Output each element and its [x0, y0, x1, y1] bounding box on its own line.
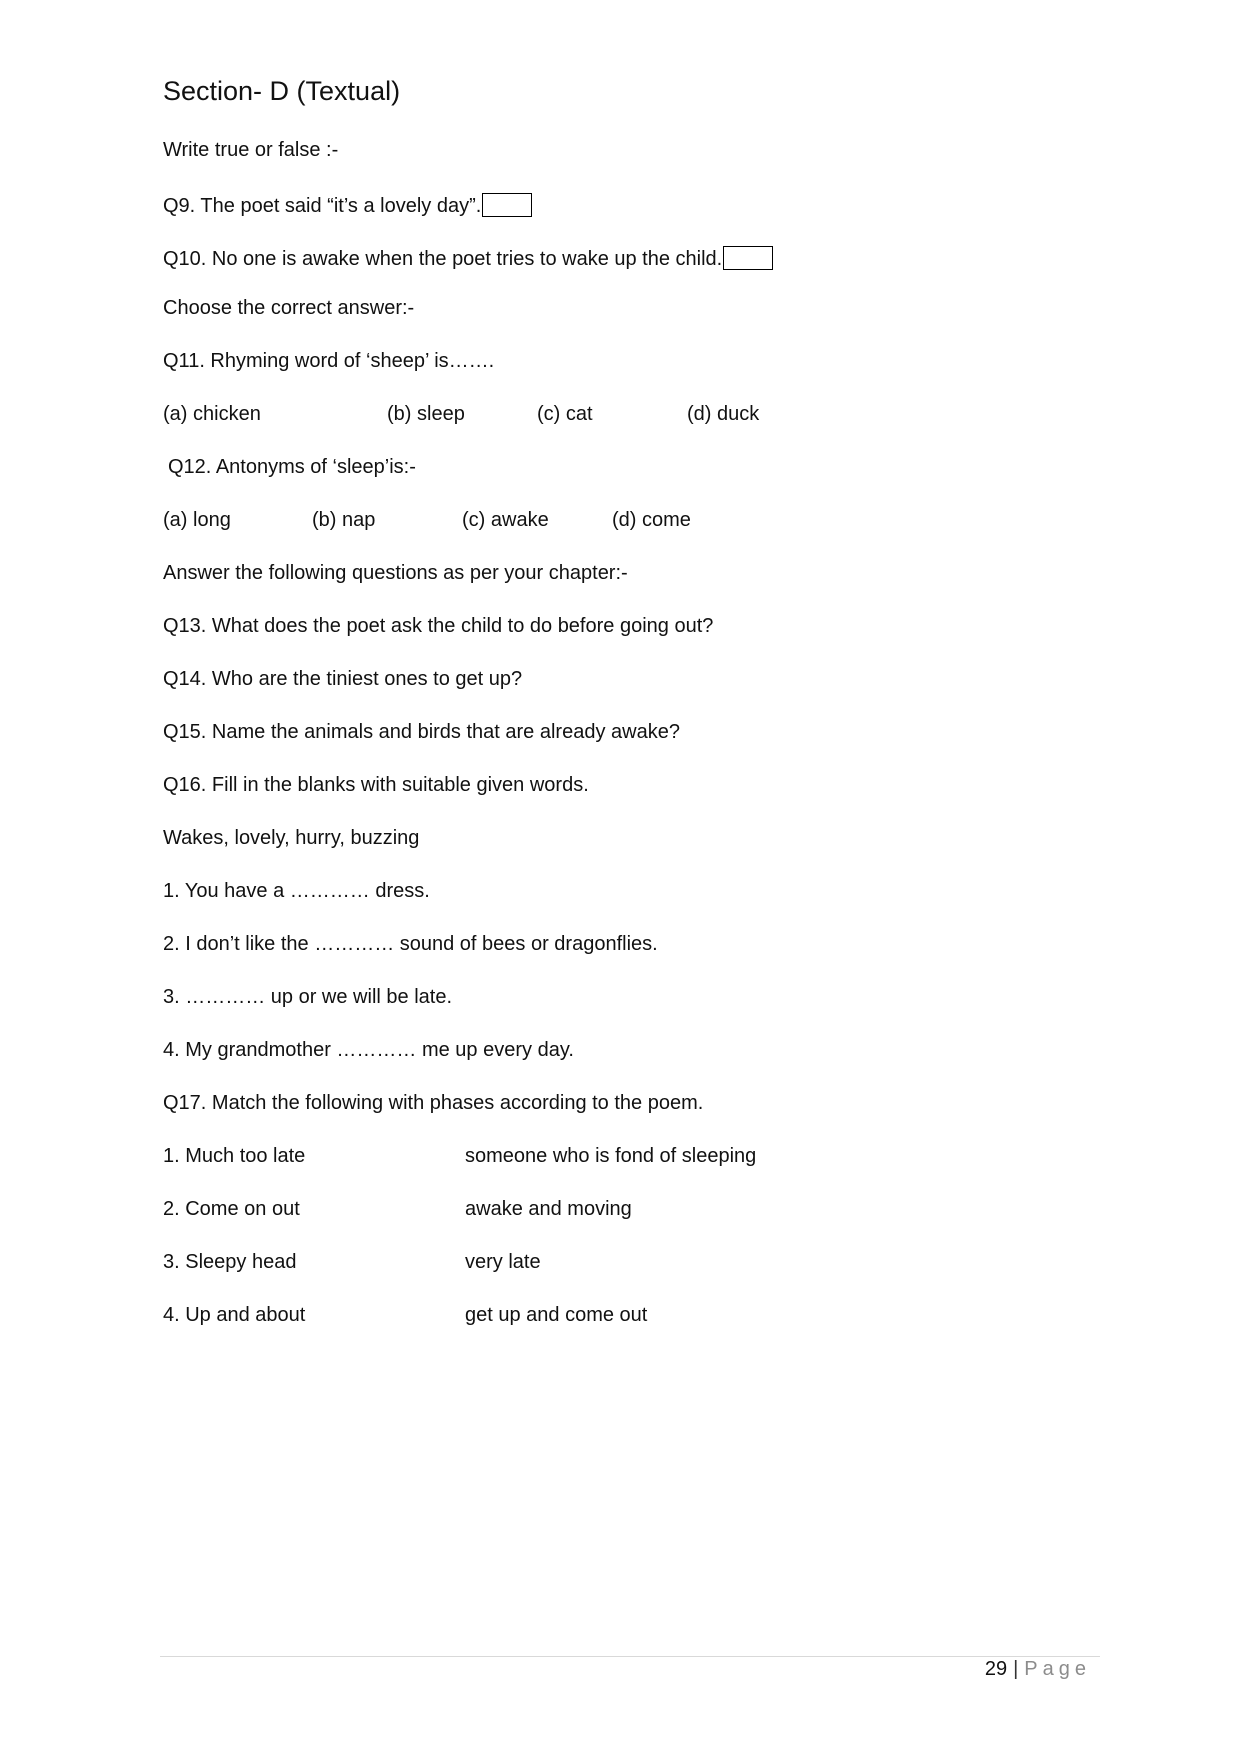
answers-heading: Answer the following questions as per your chapter:-	[163, 562, 628, 584]
q9-answer-box[interactable]	[482, 193, 532, 217]
page-label: Page	[1024, 1658, 1091, 1680]
true-false-heading: Write true or false :-	[163, 139, 339, 161]
question-q14: Q14. Who are the tiniest ones to get up?	[163, 668, 523, 690]
q11-option-c: (c) cat	[537, 403, 593, 425]
match-left-1: 1. Much too late	[163, 1145, 306, 1167]
footer-separator: |	[1013, 1658, 1019, 1680]
match-right-1: someone who is fond of sleeping	[465, 1145, 757, 1167]
q11-option-a: (a) chicken	[163, 403, 261, 425]
page-footer	[985, 1659, 1091, 1679]
q9-text: Q9. The poet said “it’s a lovely day”.	[163, 195, 482, 217]
q11-option-b: (b) sleep	[387, 403, 465, 425]
question-q9	[163, 193, 532, 217]
fill-blank-1: 1. You have a ………… dress.	[163, 880, 430, 902]
mcq-heading: Choose the correct answer:-	[163, 297, 415, 319]
match-right-3: very late	[465, 1251, 541, 1273]
section-title: Section- D (Textual)	[163, 76, 401, 106]
match-left-4: 4. Up and about	[163, 1304, 306, 1326]
q10-text: Q10. No one is awake when the poet tries to wake up the child.	[163, 248, 723, 270]
match-left-2: 2. Come on out	[163, 1198, 300, 1220]
fill-blank-2: 2. I don’t like the ………… sound of bees or dragonflies.	[163, 933, 658, 955]
question-q11: Q11. Rhyming word of ‘sheep’ is…….	[163, 350, 495, 372]
match-left-3: 3. Sleepy head	[163, 1251, 297, 1273]
fill-blank-3: 3. ………… up or we will be late.	[163, 986, 452, 1008]
match-right-2: awake and moving	[465, 1198, 632, 1220]
q12-option-a: (a) long	[163, 509, 231, 531]
page-number: 29	[984, 1658, 1008, 1680]
q11-option-d: (d) duck	[687, 403, 760, 425]
question-q17: Q17. Match the following with phases according to the poem.	[163, 1092, 704, 1114]
question-q16: Q16. Fill in the blanks with suitable given words.	[163, 774, 589, 796]
q12-option-b: (b) nap	[312, 509, 376, 531]
q10-answer-box[interactable]	[723, 246, 773, 270]
q12-option-d: (d) come	[612, 509, 691, 531]
question-q10	[163, 246, 773, 270]
word-bank: Wakes, lovely, hurry, buzzing	[163, 827, 420, 849]
q12-option-c: (c) awake	[462, 509, 549, 531]
match-right-4: get up and come out	[465, 1304, 648, 1326]
question-q15: Q15. Name the animals and birds that are already awake?	[163, 721, 680, 743]
footer-divider	[160, 1656, 1100, 1657]
fill-blank-4: 4. My grandmother ………… me up every day.	[163, 1039, 574, 1061]
question-q12: Q12. Antonyms of ‘sleep’is:-	[168, 456, 416, 478]
question-q13: Q13. What does the poet ask the child to do before going out?	[163, 615, 714, 637]
